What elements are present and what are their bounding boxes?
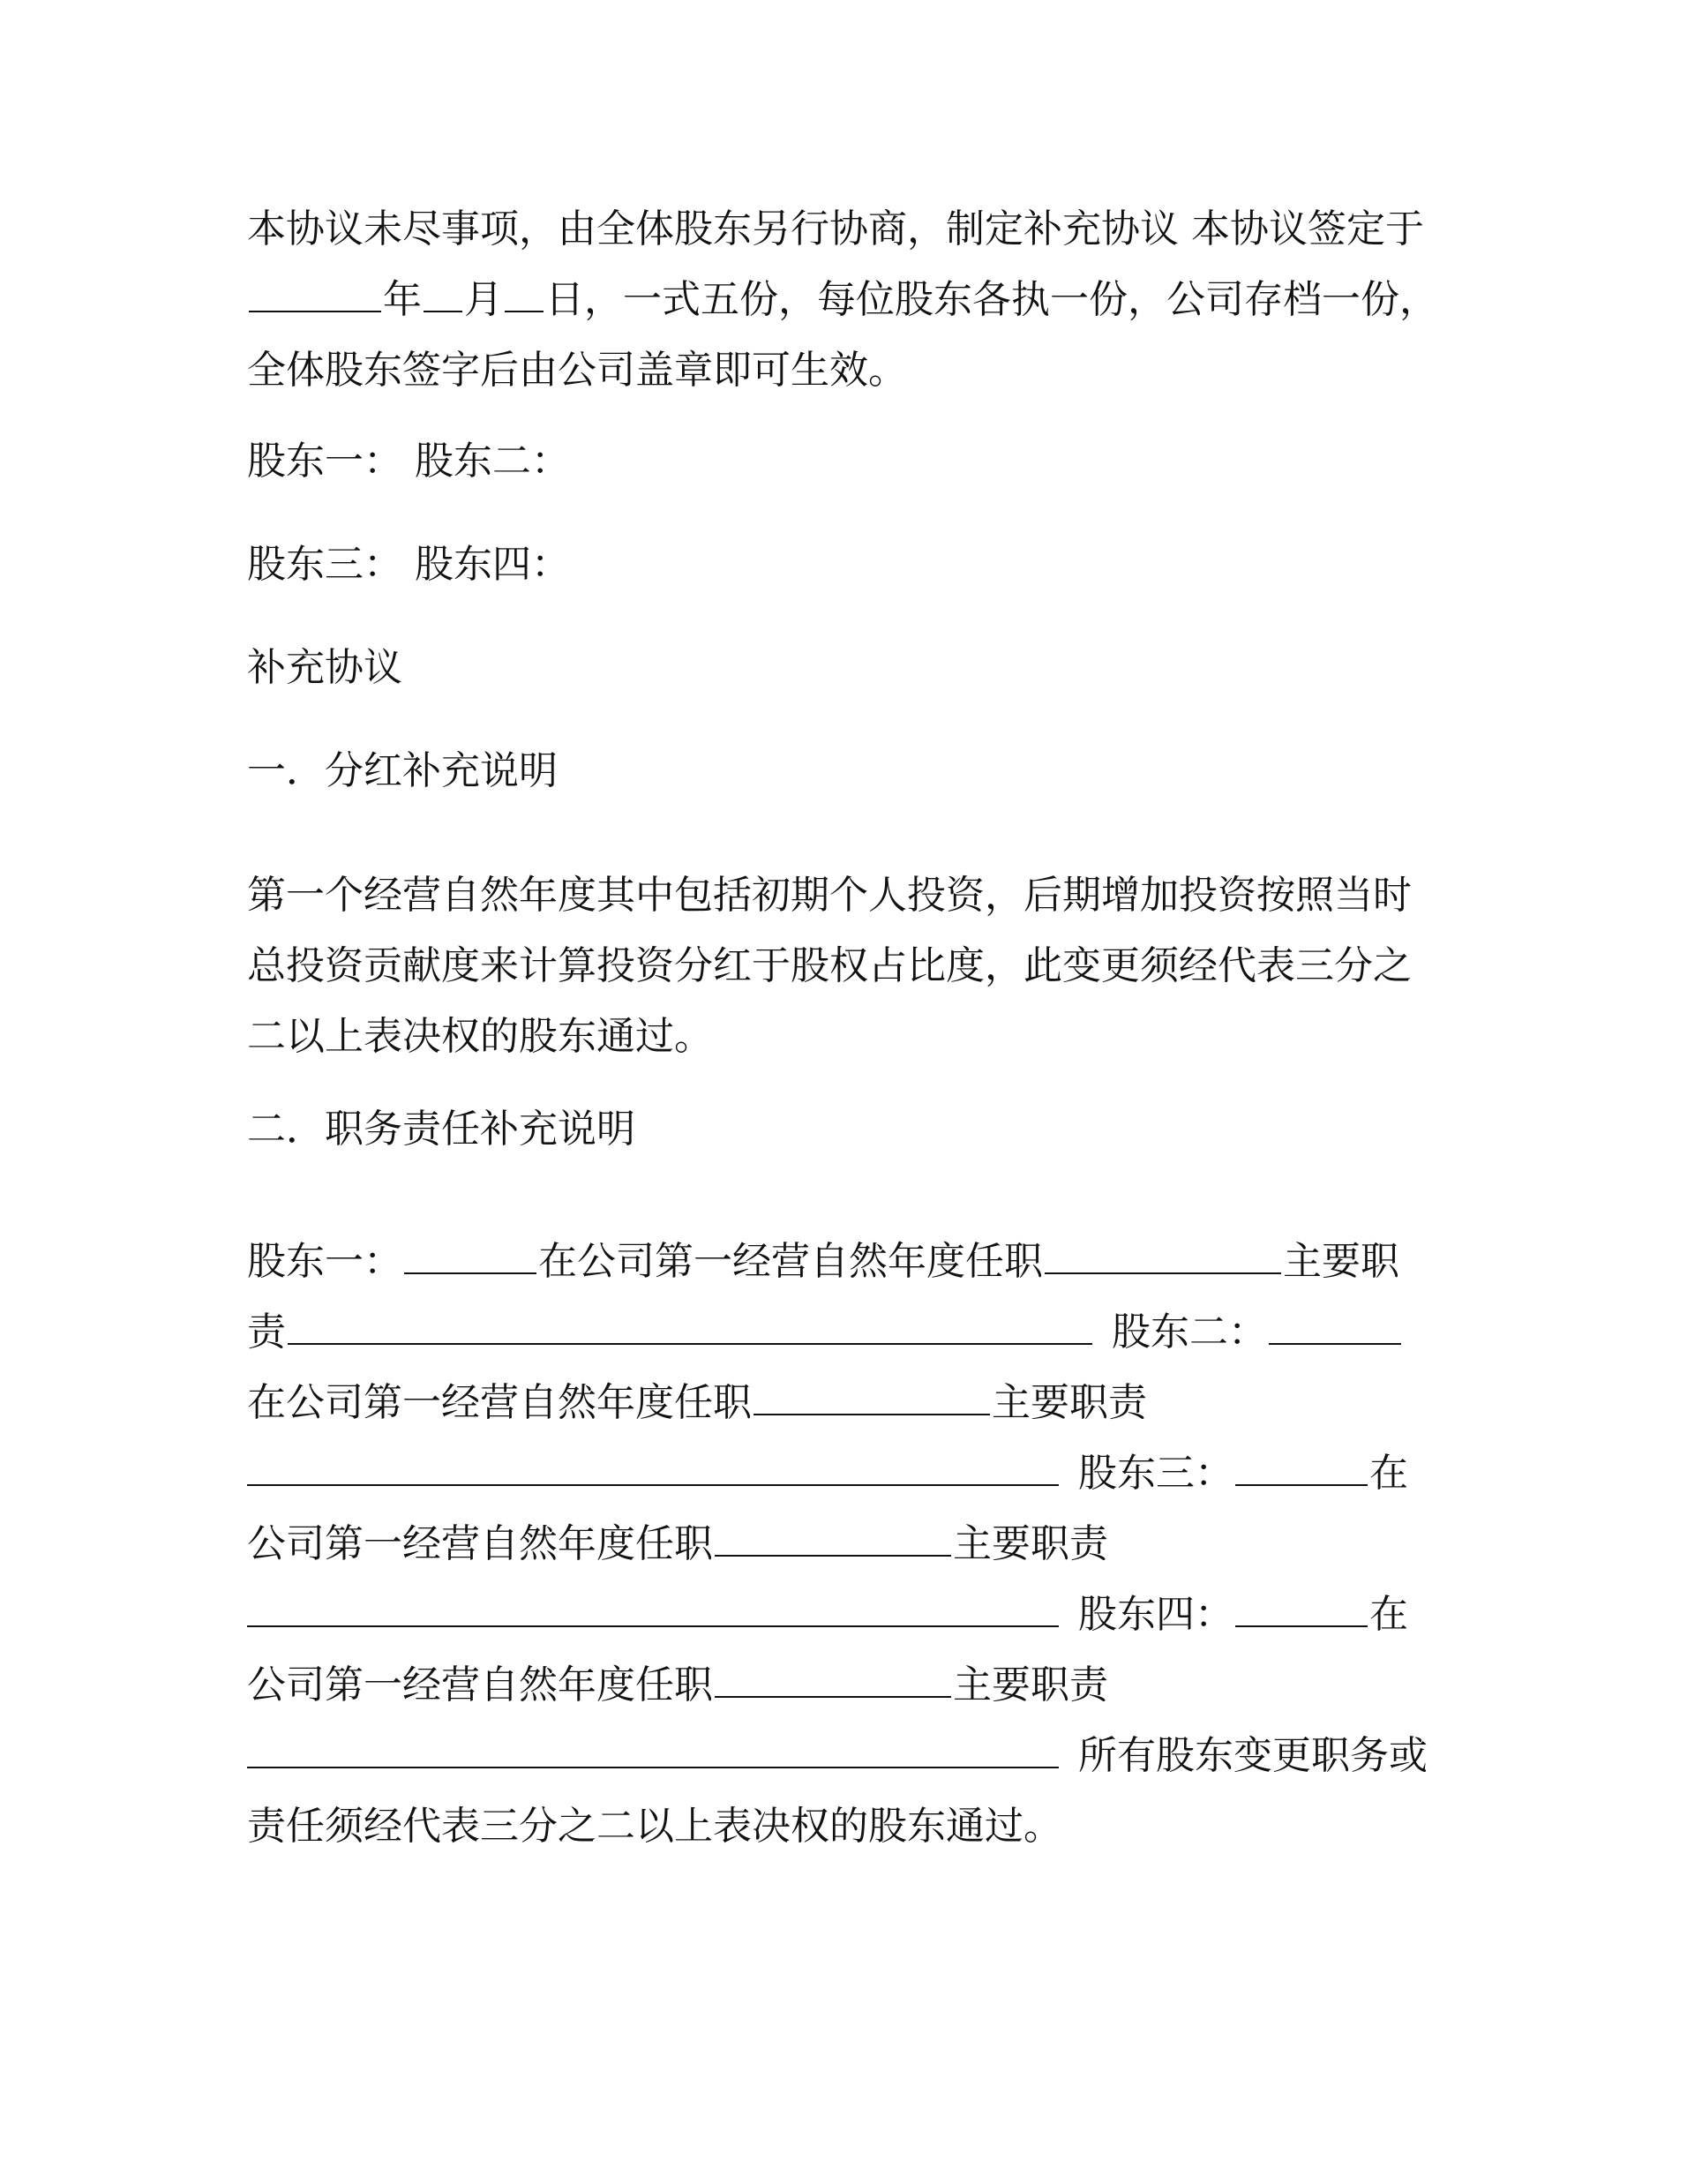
- shareholder-4-name-blank: [1235, 1585, 1368, 1627]
- shareholder-3-duty-label: 主要职责: [953, 1521, 1108, 1566]
- shareholder-1-position-text: 在公司第一经营自然年度任职: [538, 1239, 1043, 1284]
- supplementary-agreement-title-block: [247, 633, 1429, 703]
- year-label: 年: [383, 277, 422, 322]
- shareholder-2-duty-label: 主要职责: [992, 1380, 1147, 1425]
- shareholder-2-position-blank: [754, 1373, 990, 1415]
- section-2-heading-block: [247, 1094, 1429, 1165]
- supplementary-agreement-title: 补充协议: [247, 645, 402, 690]
- shareholder-1-duty-blank: [288, 1302, 1092, 1345]
- closing-line-1: [247, 194, 1429, 265]
- shareholder-2-duty-blank: [247, 1444, 1059, 1486]
- section-2-line-1: [247, 1227, 1429, 1297]
- shareholder-3-signature-label: 股东三：: [247, 542, 402, 587]
- shareholder-3-label: 股东三：: [1078, 1451, 1233, 1496]
- section-1-line-1: 第一个经营自然年度其中包括初期个人投资，后期增加投资按照当时: [247, 873, 1412, 918]
- shareholder-1-label: 股东一：: [247, 1239, 402, 1284]
- section-1-heading: 一．分红补充说明: [247, 748, 558, 793]
- shareholder-1-signature-label: 股东一：: [247, 439, 402, 484]
- section-1-heading-block: [247, 736, 1429, 807]
- section-2-heading: 二．职务责任补充说明: [247, 1107, 635, 1152]
- section-1-line-2: 总投资贡献度来计算投资分红于股权占比度，此变更须经代表三分之: [247, 943, 1412, 988]
- shareholder-4-label: 股东四：: [1078, 1592, 1233, 1637]
- shareholder-1-position-blank: [1045, 1232, 1281, 1274]
- day-blank: [505, 270, 544, 312]
- shareholder-1-duty-label-b: 责: [247, 1310, 286, 1355]
- shareholder-2-label: 股东二：: [1112, 1310, 1267, 1355]
- signature-row-1: [247, 426, 1429, 497]
- shareholder-4-position-blank: [715, 1655, 951, 1698]
- shareholder-1-duty-label-a: 主要职: [1283, 1239, 1399, 1284]
- section-2-line-9: [247, 1791, 1429, 1862]
- month-blank: [424, 270, 462, 312]
- closing-line-3: [247, 335, 1429, 406]
- closing-line-2: [247, 265, 1438, 335]
- month-label: 月: [464, 277, 503, 322]
- section-2-body: [247, 1227, 1429, 1862]
- section-2-line-5: [247, 1509, 1429, 1580]
- signature-row-2: [247, 529, 1429, 600]
- signing-date-label: 本协议签定于: [1191, 206, 1424, 251]
- shareholder-4-duty-blank: [247, 1726, 1059, 1768]
- year-blank: [249, 270, 381, 312]
- section-1-line-3: 二以上表决权的股东通过。: [247, 1014, 713, 1059]
- shareholder-4-duty-label: 主要职责: [953, 1662, 1108, 1707]
- shareholder-3-position-text: 公司第一经营自然年度任职: [247, 1521, 713, 1566]
- closing-text-1: 本协议未尽事项，由全体股东另行协商，制定补充协议: [247, 206, 1179, 251]
- shareholder-1-name-blank: [404, 1232, 536, 1274]
- shareholder-2-signature-label: 股东二：: [415, 439, 570, 484]
- shareholder-3-at-text: 在: [1369, 1451, 1408, 1496]
- shareholder-2-position-text: 在公司第一经营自然年度任职: [247, 1380, 752, 1425]
- closing-paragraph: [247, 194, 1438, 406]
- change-approval-text-a: 所有股东变更职务或: [1078, 1733, 1428, 1778]
- shareholder-3-duty-blank: [247, 1585, 1059, 1627]
- section-2-line-3: [247, 1368, 1429, 1438]
- shareholder-4-position-text: 公司第一经营自然年度任职: [247, 1662, 713, 1707]
- section-2-line-8: [247, 1721, 1429, 1791]
- section-2-line-6: [247, 1580, 1429, 1650]
- shareholder-3-name-blank: [1235, 1444, 1368, 1486]
- shareholder-4-signature-label: 股东四：: [415, 542, 570, 587]
- shareholder-2-name-blank: [1269, 1302, 1401, 1345]
- section-2-line-2: [247, 1297, 1429, 1368]
- section-2-line-4: [247, 1438, 1429, 1509]
- shareholder-3-position-blank: [715, 1514, 951, 1557]
- copies-text: 日，一式五份，每位股东各执一份，公司存档一份，: [545, 277, 1438, 322]
- shareholder-4-at-text: 在: [1369, 1592, 1408, 1637]
- change-approval-text-b: 责任须经代表三分之二以上表决权的股东通过。: [247, 1804, 1062, 1849]
- section-2-line-7: [247, 1650, 1429, 1721]
- effective-text: 全体股东签字后由公司盖章即可生效。: [247, 348, 907, 393]
- section-1-body: [247, 860, 1429, 1072]
